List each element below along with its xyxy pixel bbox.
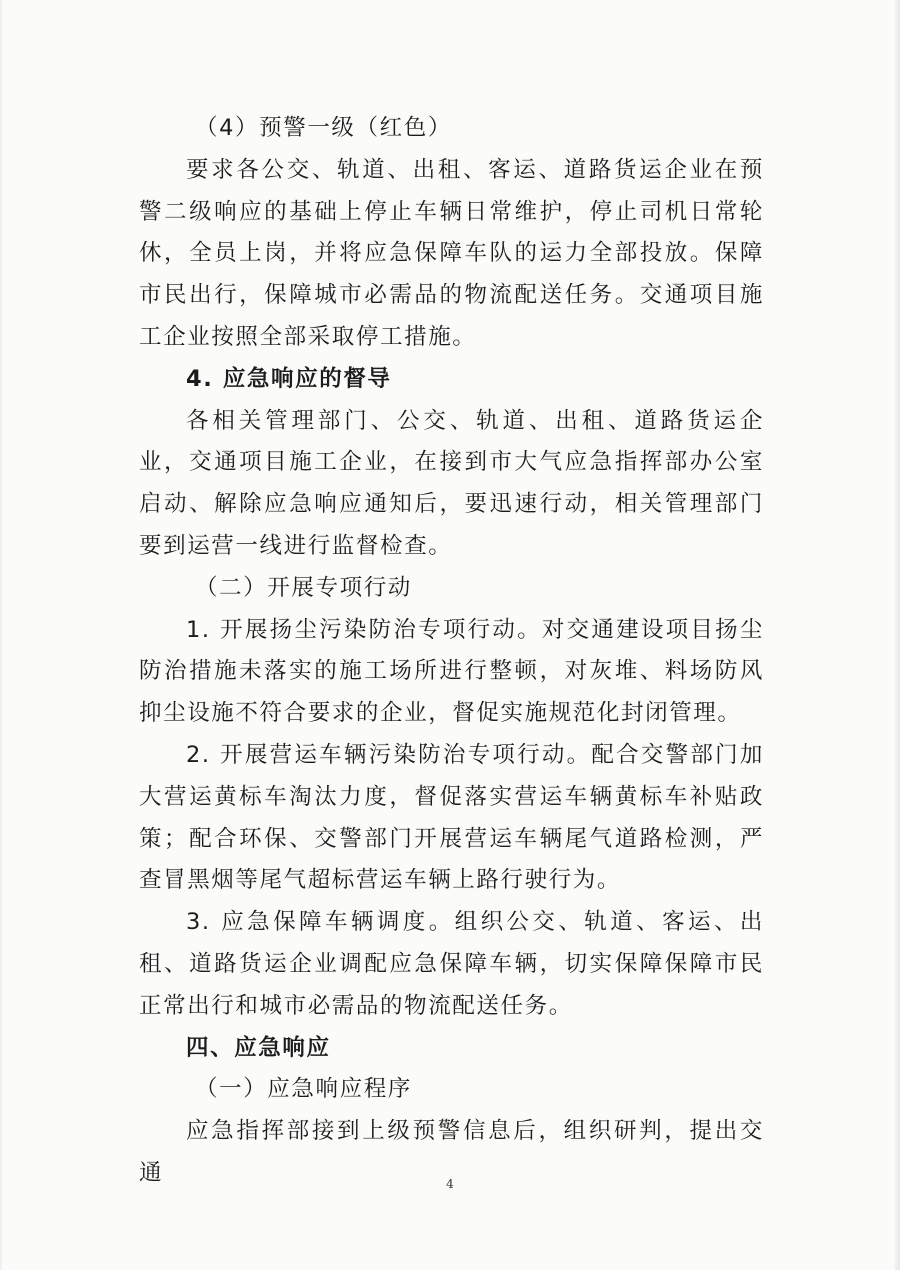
body-text [139, 108, 764, 1195]
scan-edge-right [892, 0, 900, 1270]
response-procedure-heading: （一）应急响应程序 [195, 1076, 412, 1103]
response-procedure-paragraph: 应急指挥部接到上级预警信息后，组织研判，提出交通 [139, 1118, 764, 1186]
supervision-heading: 4. 应急响应的督导 [186, 365, 392, 392]
emergency-response-heading: 四、应急响应 [186, 1034, 331, 1061]
warning-level-one-paragraph: 要求各公交、轨道、出租、客运、道路货运企业在预警二级响应的基础上停止车辆日常维护，停止司机日常轮休，全员上岗，并将应急保障车队的运力全部投放。保障市民出行，保障城市必需品的物流配送任务。交通项目施工企业按照全部采取停工措施。 [139, 156, 764, 350]
warning-level-one-heading: （4）预警一级（红色） [195, 115, 452, 141]
page-number: 4 [446, 1177, 454, 1191]
supervision-paragraph: 各相关管理部门、公交、轨道、出租、道路货运企业，交通项目施工企业，在接到市大气应急指挥部办公室启动、解除应急响应通知后，要迅速行动，相关管理部门要到运营一线进行监督检查。 [139, 407, 764, 559]
scan-edge-left [0, 0, 4, 1270]
vehicle-dispatch-paragraph: 3. 应急保障车辆调度。组织公交、轨道、客运、出租、道路货运企业调配应急保障车辆，切实保障保障市民正常出行和城市必需品的物流配送任务。 [139, 909, 764, 1019]
vehicle-pollution-paragraph: 2. 开展营运车辆污染防治专项行动。配合交警部门加大营运黄标车淘汰力度，督促落实营运车辆黄标车补贴政策；配合环保、交警部门开展营运车辆尾气道路检测，严查冒黑烟等尾气超标营运车辆上路行驶行为。 [139, 741, 764, 894]
special-actions-heading: （二）开展专项行动 [195, 574, 412, 601]
dust-pollution-paragraph: 1. 开展扬尘污染防治专项行动。对交通建设项目扬尘防治措施未落实的施工场所进行整顿，对灰堆、料场防风抑尘设施不符合要求的企业，督促实施规范化封闭管理。 [139, 616, 764, 727]
